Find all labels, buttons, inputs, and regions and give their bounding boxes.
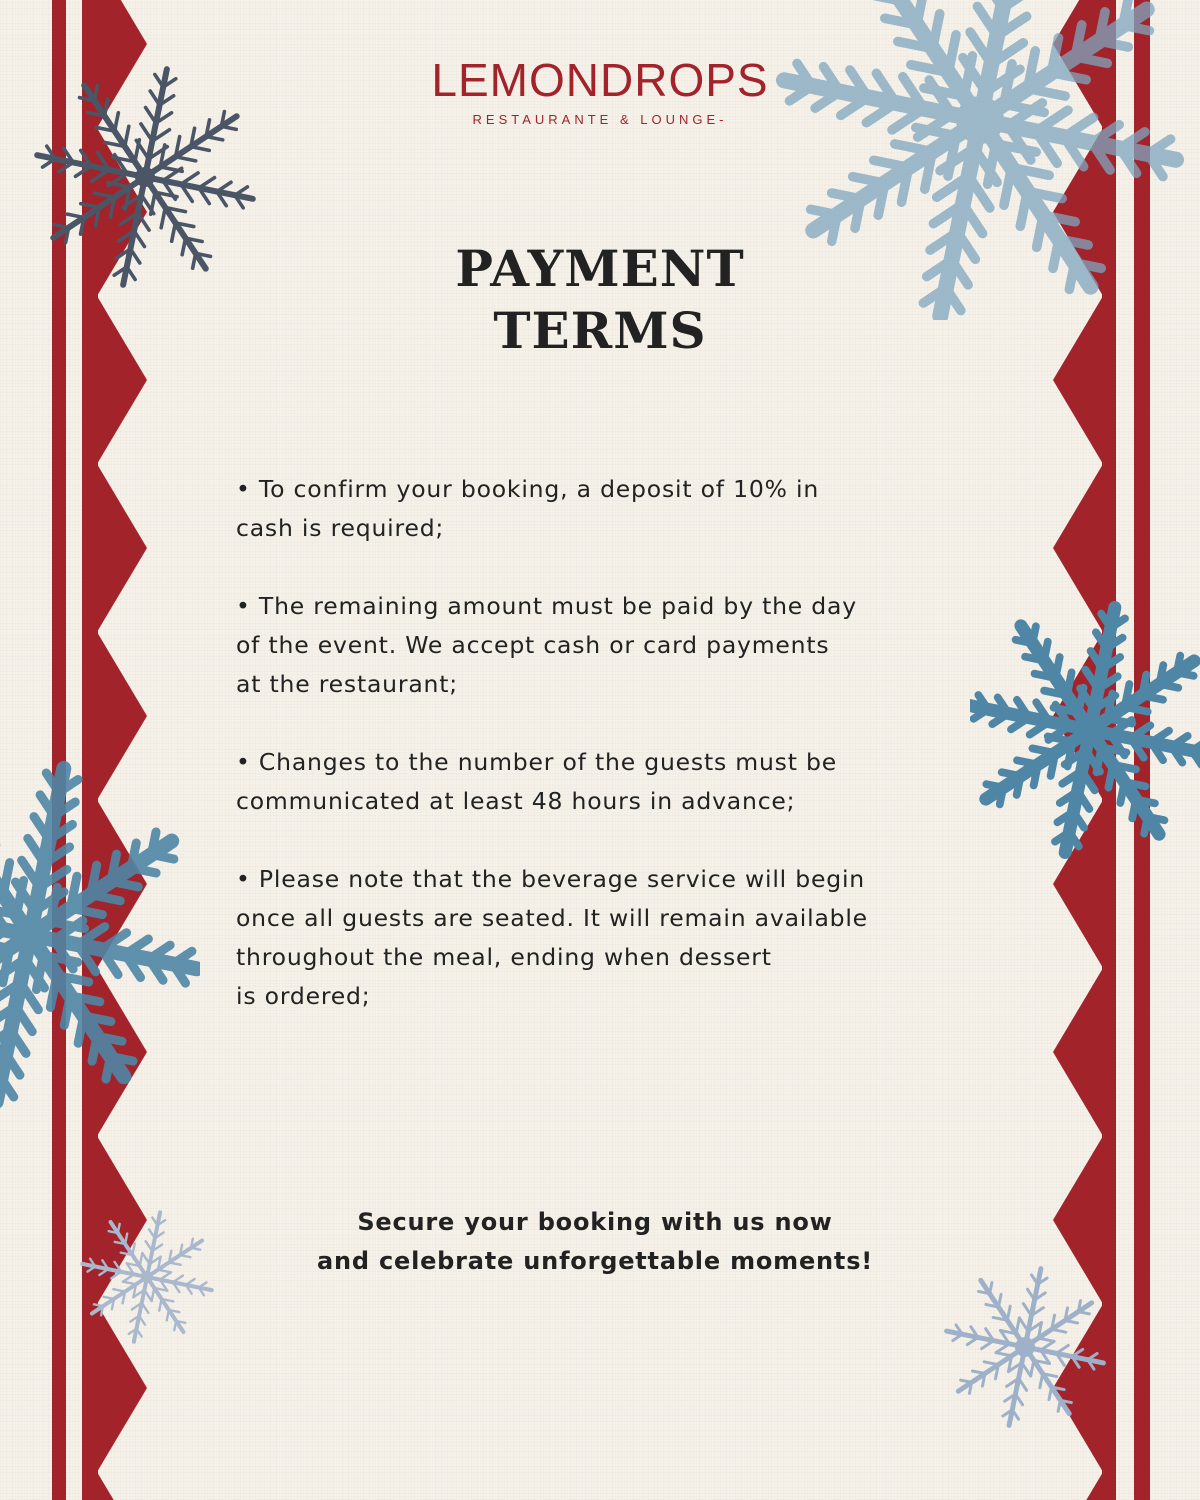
brand-name-part2: DROPS: [600, 54, 769, 106]
term-line: throughout the meal, ending when dessert: [236, 943, 772, 971]
term-item: [236, 470, 976, 548]
brand-tagline: RESTAURANTE & LOUNGE-: [472, 112, 728, 127]
snowflake-icon: [970, 600, 1200, 860]
term-line: • The remaining amount must be paid by the day: [236, 592, 857, 620]
page-title: [0, 238, 1200, 362]
title-line-2: TERMS: [493, 301, 707, 360]
term-line: is ordered;: [236, 982, 371, 1010]
term-line: cash is required;: [236, 514, 445, 542]
snowflake-icon: [935, 1265, 1115, 1430]
payment-terms-list: [236, 470, 976, 1055]
term-item: [236, 860, 976, 1016]
brand-name: [0, 50, 1200, 110]
brand-logo: [0, 50, 1200, 127]
term-line: • Changes to the number of the guests must be: [236, 748, 837, 776]
closing-line-2: and celebrate unforgettable moments!: [316, 1247, 874, 1275]
closing-message: [0, 1203, 1190, 1281]
brand-name-part1: LEMON: [431, 54, 600, 106]
term-line: • To confirm your booking, a deposit of 10% in: [236, 475, 820, 503]
term-line: at the restaurant;: [236, 670, 458, 698]
term-item: [236, 743, 976, 821]
term-item: [236, 587, 976, 704]
title-line-1: PAYMENT: [455, 239, 745, 298]
closing-line-1: Secure your booking with us now: [357, 1208, 833, 1236]
term-line: of the event. We accept cash or card payments: [236, 631, 830, 659]
term-line: • Please note that the beverage service will begin: [236, 865, 865, 893]
term-line: communicated at least 48 hours in advance;: [236, 787, 796, 815]
snowflake-icon: [0, 760, 200, 1140]
term-line: once all guests are seated. It will remain available: [236, 904, 868, 932]
